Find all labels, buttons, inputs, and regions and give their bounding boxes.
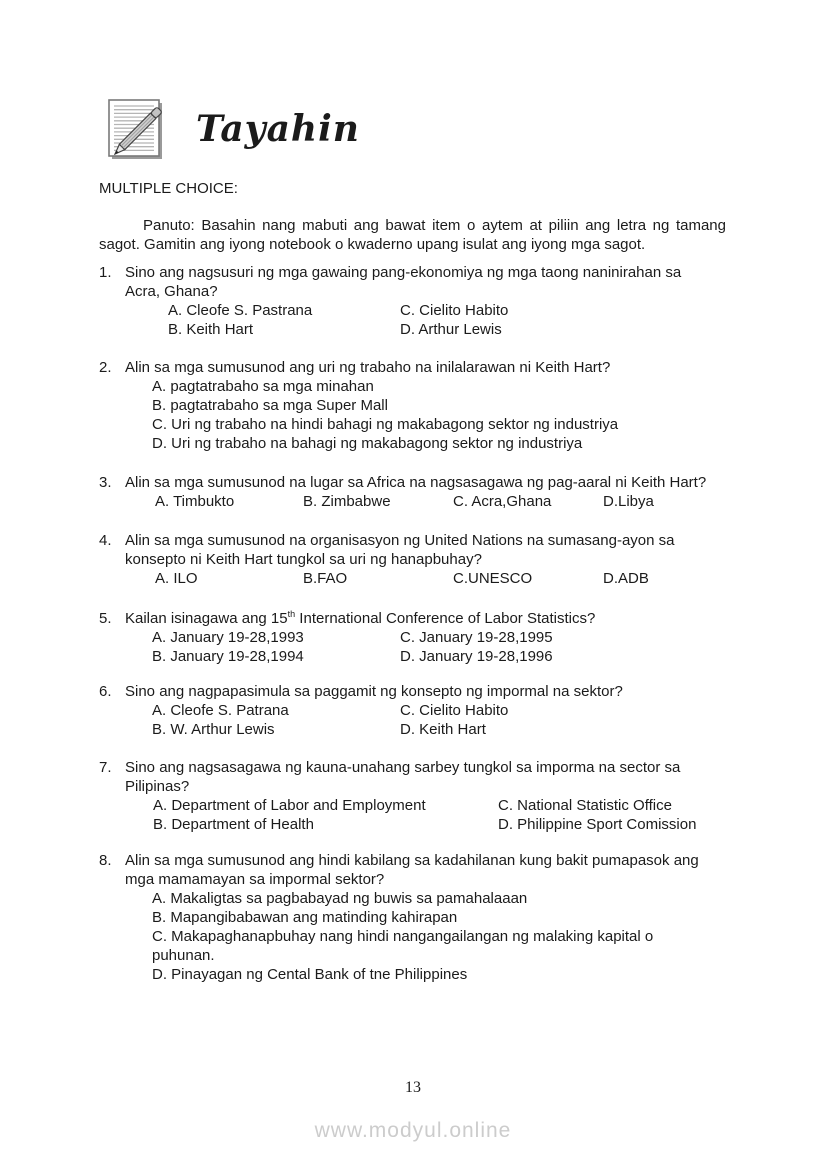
question-7 [99, 758, 799, 834]
question-text: Sino ang nagsasagawa ng kauna-unahang sarbey tungkol sa imporma na sector sa [125, 759, 681, 776]
option-d: D. January 19-28,1996 [400, 648, 553, 665]
option-b: B. Zimbabwe [303, 493, 391, 510]
question-number: 3. [99, 474, 112, 491]
option-a: A. Department of Labor and Employment [153, 797, 426, 814]
option-a: A. pagtatrabaho sa mga minahan [152, 378, 374, 395]
option-c: C. Uri ng trabaho na hindi bahagi ng makabagong sektor ng industriya [152, 416, 619, 433]
question-text: Sino ang nagsusuri ng mga gawaing pang-ekonomiya ng mga taong naninirahan sa [125, 264, 682, 281]
question-text: Kailan isinagawa ang 15th International Conference of Labor Statistics? [125, 609, 596, 627]
question-text: Alin sa mga sumusunod ang uri ng trabaho na inilalarawan ni Keith Hart? [125, 359, 611, 376]
question-1 [99, 263, 799, 339]
option-b: B. pagtatrabaho sa mga Super Mall [152, 397, 388, 414]
option-a: A. January 19-28,1993 [152, 629, 304, 646]
watermark: www.modyul.online [314, 1119, 512, 1142]
option-c: C. Makapaghanapbuhay nang hindi nangangailangan ng malaking kapital o [152, 928, 654, 945]
option-b: B. Department of Health [153, 816, 314, 833]
option-c: C. Acra,Ghana [453, 493, 552, 510]
question-text: Acra, Ghana? [125, 283, 218, 300]
question-number: 1. [99, 264, 112, 281]
question-number: 4. [99, 532, 112, 549]
page-title: Tayahin [196, 108, 360, 150]
option-b: B.FAO [303, 570, 348, 587]
question-text: Sino ang nagpapasimula sa paggamit ng konsepto ng impormal na sektor? [125, 683, 623, 700]
option-a: A. Makaligtas sa pagbabayad ng buwis sa pamahalaaan [152, 890, 528, 907]
option-d: D. Pinayagan ng Cental Bank of tne Philippines [152, 966, 468, 983]
question-number: 7. [99, 759, 112, 776]
instructions [99, 216, 726, 254]
instructions-line: Panuto: Basahin nang mabuti ang bawat item o aytem at piliin ang letra ng tamang [143, 217, 726, 234]
question-text: mga mamamayan sa impormal sektor? [125, 871, 385, 888]
option-d: D. Arthur Lewis [400, 321, 502, 338]
question-6 [99, 682, 799, 739]
superscript-th: th [287, 609, 296, 619]
option-a: A. ILO [155, 570, 198, 587]
option-b: B. January 19-28,1994 [152, 648, 304, 665]
option-b: B. Mapangibabawan ang matinding kahirapan [152, 909, 458, 926]
notepad-pencil-icon [103, 97, 171, 165]
question-number: 2. [99, 359, 112, 376]
option-c: C. Cielito Habito [400, 702, 509, 719]
option-b: B. Keith Hart [168, 321, 254, 338]
question-text: Pilipinas? [125, 778, 190, 795]
question-text: Alin sa mga sumusunod ang hindi kabilang sa kadahilanan kung bakit pumapasok ang [125, 852, 699, 869]
option-d: D. Uri ng trabaho na bahagi ng makabagong sektor ng industriya [152, 435, 583, 452]
option-c: C. January 19-28,1995 [400, 629, 553, 646]
page-number: 13 [405, 1079, 421, 1096]
option-c: C.UNESCO [453, 570, 533, 587]
question-text: Alin sa mga sumusunod na organisasyon ng United Nations na sumasang-ayon sa [125, 532, 675, 549]
question-text: konsepto ni Keith Hart tungkol sa uri ng hanapbuhay? [125, 551, 482, 568]
question-text: Alin sa mga sumusunod na lugar sa Africa na nagsasagawa ng pag-aaral ni Keith Hart? [125, 474, 707, 491]
question-4 [99, 531, 799, 588]
option-d: D. Keith Hart [400, 721, 486, 738]
option-c-continued: puhunan. [152, 947, 215, 964]
option-c: C. Cielito Habito [400, 302, 509, 319]
question-8 [99, 851, 799, 984]
option-d: D.ADB [603, 570, 649, 587]
question-number: 6. [99, 683, 112, 700]
option-b: B. W. Arthur Lewis [152, 721, 275, 738]
question-5 [99, 605, 799, 666]
question-number: 5. [99, 610, 112, 627]
question-number: 8. [99, 852, 112, 869]
option-c: C. National Statistic Office [498, 797, 672, 814]
option-d: D.Libya [603, 493, 654, 510]
section-label: MULTIPLE CHOICE: [99, 180, 238, 197]
question-3 [99, 473, 799, 511]
option-a: A. Timbukto [155, 493, 235, 510]
instructions-line: sagot. Gamitin ang iyong notebook o kwaderno upang isulat ang iyong mga sagot. [99, 236, 646, 253]
option-a: A. Cleofe S. Patrana [152, 702, 289, 719]
option-d: D. Philippine Sport Comission [498, 816, 697, 833]
question-2 [99, 358, 799, 453]
option-a: A. Cleofe S. Pastrana [168, 302, 313, 319]
